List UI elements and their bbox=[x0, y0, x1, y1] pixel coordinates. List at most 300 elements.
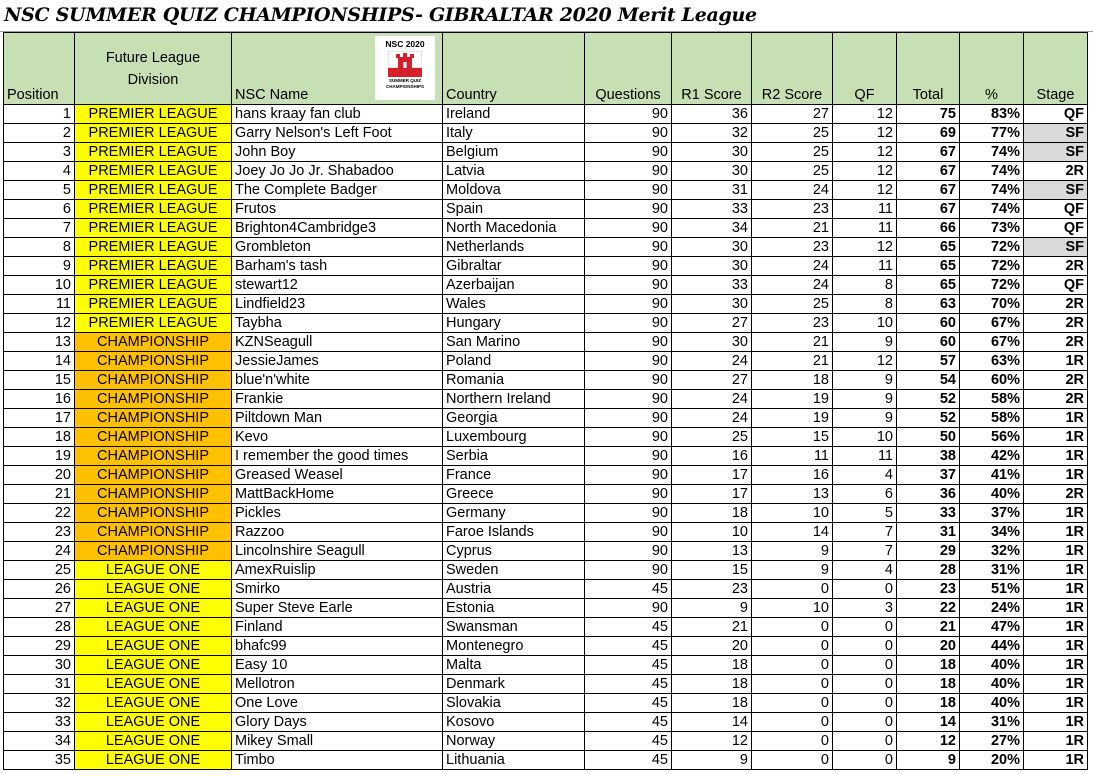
team-name-cell[interactable]: Kevo bbox=[232, 428, 443, 447]
qf-cell[interactable]: 5 bbox=[833, 504, 897, 523]
percent-cell[interactable]: 40% bbox=[960, 694, 1024, 713]
position-cell[interactable]: 33 bbox=[4, 713, 75, 732]
team-name-cell[interactable]: Glory Days bbox=[232, 713, 443, 732]
position-cell[interactable]: 8 bbox=[4, 238, 75, 257]
percent-cell[interactable]: 72% bbox=[960, 276, 1024, 295]
team-name-cell[interactable]: Taybha bbox=[232, 314, 443, 333]
r2-score-cell[interactable]: 10 bbox=[752, 504, 833, 523]
total-cell[interactable]: 60 bbox=[897, 333, 960, 352]
qf-cell[interactable]: 7 bbox=[833, 523, 897, 542]
percent-cell[interactable]: 72% bbox=[960, 238, 1024, 257]
qf-cell[interactable]: 11 bbox=[833, 447, 897, 466]
percent-cell[interactable]: 70% bbox=[960, 295, 1024, 314]
r2-score-cell[interactable]: 24 bbox=[752, 276, 833, 295]
total-cell[interactable]: 9 bbox=[897, 751, 960, 770]
stage-cell[interactable]: 1R bbox=[1024, 428, 1088, 447]
qf-cell[interactable]: 12 bbox=[833, 352, 897, 371]
r2-score-cell[interactable]: 19 bbox=[752, 390, 833, 409]
r1-score-cell[interactable]: 9 bbox=[672, 751, 752, 770]
r2-score-cell[interactable]: 27 bbox=[752, 105, 833, 124]
percent-cell[interactable]: 27% bbox=[960, 732, 1024, 751]
r1-score-cell[interactable]: 24 bbox=[672, 390, 752, 409]
r1-score-cell[interactable]: 30 bbox=[672, 143, 752, 162]
r1-score-cell[interactable]: 10 bbox=[672, 523, 752, 542]
total-cell[interactable]: 18 bbox=[897, 656, 960, 675]
stage-cell[interactable]: 1R bbox=[1024, 561, 1088, 580]
questions-cell[interactable]: 90 bbox=[585, 314, 672, 333]
division-cell[interactable]: CHAMPIONSHIP bbox=[75, 447, 232, 466]
r1-score-cell[interactable]: 30 bbox=[672, 295, 752, 314]
percent-cell[interactable]: 51% bbox=[960, 580, 1024, 599]
division-cell[interactable]: CHAMPIONSHIP bbox=[75, 523, 232, 542]
stage-cell[interactable]: 1R bbox=[1024, 599, 1088, 618]
total-cell[interactable]: 23 bbox=[897, 580, 960, 599]
team-name-cell[interactable]: KZNSeagull bbox=[232, 333, 443, 352]
country-cell[interactable]: North Macedonia bbox=[443, 219, 585, 238]
r1-score-cell[interactable]: 12 bbox=[672, 732, 752, 751]
percent-cell[interactable]: 74% bbox=[960, 181, 1024, 200]
r1-score-cell[interactable]: 17 bbox=[672, 485, 752, 504]
total-cell[interactable]: 63 bbox=[897, 295, 960, 314]
total-cell[interactable]: 67 bbox=[897, 200, 960, 219]
team-name-cell[interactable]: blue'n'white bbox=[232, 371, 443, 390]
total-cell[interactable]: 36 bbox=[897, 485, 960, 504]
team-name-cell[interactable]: Lindfield23 bbox=[232, 295, 443, 314]
team-name-cell[interactable]: Grombleton bbox=[232, 238, 443, 257]
division-cell[interactable]: LEAGUE ONE bbox=[75, 637, 232, 656]
stage-cell[interactable]: 2R bbox=[1024, 485, 1088, 504]
division-cell[interactable]: LEAGUE ONE bbox=[75, 675, 232, 694]
total-cell[interactable]: 31 bbox=[897, 523, 960, 542]
r2-score-cell[interactable]: 0 bbox=[752, 656, 833, 675]
header-qf[interactable]: QF bbox=[833, 33, 897, 105]
qf-cell[interactable]: 8 bbox=[833, 276, 897, 295]
total-cell[interactable]: 65 bbox=[897, 257, 960, 276]
questions-cell[interactable]: 90 bbox=[585, 447, 672, 466]
stage-cell[interactable]: QF bbox=[1024, 219, 1088, 238]
questions-cell[interactable]: 90 bbox=[585, 409, 672, 428]
stage-cell[interactable]: 1R bbox=[1024, 713, 1088, 732]
team-name-cell[interactable]: Joey Jo Jo Jr. Shabadoo bbox=[232, 162, 443, 181]
total-cell[interactable]: 75 bbox=[897, 105, 960, 124]
position-cell[interactable]: 31 bbox=[4, 675, 75, 694]
qf-cell[interactable]: 12 bbox=[833, 143, 897, 162]
position-cell[interactable]: 7 bbox=[4, 219, 75, 238]
country-cell[interactable]: Cyprus bbox=[443, 542, 585, 561]
qf-cell[interactable]: 0 bbox=[833, 618, 897, 637]
position-cell[interactable]: 27 bbox=[4, 599, 75, 618]
division-cell[interactable]: LEAGUE ONE bbox=[75, 580, 232, 599]
r1-score-cell[interactable]: 21 bbox=[672, 618, 752, 637]
r2-score-cell[interactable]: 0 bbox=[752, 713, 833, 732]
total-cell[interactable]: 37 bbox=[897, 466, 960, 485]
country-cell[interactable]: Swansman bbox=[443, 618, 585, 637]
country-cell[interactable]: Georgia bbox=[443, 409, 585, 428]
questions-cell[interactable]: 45 bbox=[585, 618, 672, 637]
qf-cell[interactable]: 11 bbox=[833, 257, 897, 276]
questions-cell[interactable]: 90 bbox=[585, 390, 672, 409]
total-cell[interactable]: 69 bbox=[897, 124, 960, 143]
stage-cell[interactable]: 1R bbox=[1024, 504, 1088, 523]
qf-cell[interactable]: 12 bbox=[833, 181, 897, 200]
total-cell[interactable]: 18 bbox=[897, 694, 960, 713]
division-cell[interactable]: PREMIER LEAGUE bbox=[75, 162, 232, 181]
country-cell[interactable]: Netherlands bbox=[443, 238, 585, 257]
team-name-cell[interactable]: Mikey Small bbox=[232, 732, 443, 751]
questions-cell[interactable]: 90 bbox=[585, 542, 672, 561]
position-cell[interactable]: 28 bbox=[4, 618, 75, 637]
division-cell[interactable]: LEAGUE ONE bbox=[75, 561, 232, 580]
total-cell[interactable]: 54 bbox=[897, 371, 960, 390]
position-cell[interactable]: 2 bbox=[4, 124, 75, 143]
country-cell[interactable]: Romania bbox=[443, 371, 585, 390]
qf-cell[interactable]: 7 bbox=[833, 542, 897, 561]
percent-cell[interactable]: 72% bbox=[960, 257, 1024, 276]
position-cell[interactable]: 26 bbox=[4, 580, 75, 599]
r2-score-cell[interactable]: 13 bbox=[752, 485, 833, 504]
total-cell[interactable]: 20 bbox=[897, 637, 960, 656]
position-cell[interactable]: 16 bbox=[4, 390, 75, 409]
questions-cell[interactable]: 90 bbox=[585, 200, 672, 219]
r2-score-cell[interactable]: 0 bbox=[752, 580, 833, 599]
questions-cell[interactable]: 90 bbox=[585, 523, 672, 542]
qf-cell[interactable]: 0 bbox=[833, 694, 897, 713]
total-cell[interactable]: 67 bbox=[897, 143, 960, 162]
country-cell[interactable]: Serbia bbox=[443, 447, 585, 466]
division-cell[interactable]: LEAGUE ONE bbox=[75, 599, 232, 618]
position-cell[interactable]: 10 bbox=[4, 276, 75, 295]
stage-cell[interactable]: 1R bbox=[1024, 523, 1088, 542]
qf-cell[interactable]: 12 bbox=[833, 238, 897, 257]
stage-cell[interactable]: QF bbox=[1024, 276, 1088, 295]
questions-cell[interactable]: 90 bbox=[585, 333, 672, 352]
country-cell[interactable]: Greece bbox=[443, 485, 585, 504]
team-name-cell[interactable]: stewart12 bbox=[232, 276, 443, 295]
team-name-cell[interactable]: Finland bbox=[232, 618, 443, 637]
r2-score-cell[interactable]: 19 bbox=[752, 409, 833, 428]
r2-score-cell[interactable]: 25 bbox=[752, 162, 833, 181]
questions-cell[interactable]: 90 bbox=[585, 181, 672, 200]
questions-cell[interactable]: 90 bbox=[585, 124, 672, 143]
r2-score-cell[interactable]: 0 bbox=[752, 694, 833, 713]
percent-cell[interactable]: 83% bbox=[960, 105, 1024, 124]
total-cell[interactable]: 12 bbox=[897, 732, 960, 751]
qf-cell[interactable]: 9 bbox=[833, 371, 897, 390]
questions-cell[interactable]: 90 bbox=[585, 105, 672, 124]
division-cell[interactable]: PREMIER LEAGUE bbox=[75, 276, 232, 295]
team-name-cell[interactable]: bhafc99 bbox=[232, 637, 443, 656]
stage-cell[interactable]: SF bbox=[1024, 238, 1088, 257]
qf-cell[interactable]: 6 bbox=[833, 485, 897, 504]
percent-cell[interactable]: 58% bbox=[960, 409, 1024, 428]
r1-score-cell[interactable]: 16 bbox=[672, 447, 752, 466]
position-cell[interactable]: 14 bbox=[4, 352, 75, 371]
qf-cell[interactable]: 0 bbox=[833, 713, 897, 732]
questions-cell[interactable]: 90 bbox=[585, 561, 672, 580]
percent-cell[interactable]: 31% bbox=[960, 713, 1024, 732]
percent-cell[interactable]: 40% bbox=[960, 485, 1024, 504]
stage-cell[interactable]: 2R bbox=[1024, 390, 1088, 409]
country-cell[interactable]: Belgium bbox=[443, 143, 585, 162]
percent-cell[interactable]: 20% bbox=[960, 751, 1024, 770]
r1-score-cell[interactable]: 9 bbox=[672, 599, 752, 618]
position-cell[interactable]: 9 bbox=[4, 257, 75, 276]
position-cell[interactable]: 4 bbox=[4, 162, 75, 181]
questions-cell[interactable]: 90 bbox=[585, 238, 672, 257]
r2-score-cell[interactable]: 23 bbox=[752, 238, 833, 257]
percent-cell[interactable]: 58% bbox=[960, 390, 1024, 409]
stage-cell[interactable]: 1R bbox=[1024, 732, 1088, 751]
qf-cell[interactable]: 9 bbox=[833, 390, 897, 409]
percent-cell[interactable]: 32% bbox=[960, 542, 1024, 561]
stage-cell[interactable]: 1R bbox=[1024, 637, 1088, 656]
division-cell[interactable]: PREMIER LEAGUE bbox=[75, 257, 232, 276]
division-cell[interactable]: LEAGUE ONE bbox=[75, 618, 232, 637]
total-cell[interactable]: 65 bbox=[897, 238, 960, 257]
qf-cell[interactable]: 8 bbox=[833, 295, 897, 314]
r2-score-cell[interactable]: 24 bbox=[752, 257, 833, 276]
division-cell[interactable]: CHAMPIONSHIP bbox=[75, 333, 232, 352]
r2-score-cell[interactable]: 21 bbox=[752, 219, 833, 238]
r1-score-cell[interactable]: 32 bbox=[672, 124, 752, 143]
header-percent[interactable]: % bbox=[960, 33, 1024, 105]
r2-score-cell[interactable]: 10 bbox=[752, 599, 833, 618]
division-cell[interactable]: PREMIER LEAGUE bbox=[75, 314, 232, 333]
division-cell[interactable]: PREMIER LEAGUE bbox=[75, 295, 232, 314]
division-cell[interactable]: LEAGUE ONE bbox=[75, 732, 232, 751]
qf-cell[interactable]: 0 bbox=[833, 675, 897, 694]
questions-cell[interactable]: 90 bbox=[585, 504, 672, 523]
questions-cell[interactable]: 90 bbox=[585, 162, 672, 181]
percent-cell[interactable]: 37% bbox=[960, 504, 1024, 523]
position-cell[interactable]: 21 bbox=[4, 485, 75, 504]
r1-score-cell[interactable]: 34 bbox=[672, 219, 752, 238]
position-cell[interactable]: 35 bbox=[4, 751, 75, 770]
qf-cell[interactable]: 0 bbox=[833, 751, 897, 770]
r2-score-cell[interactable]: 25 bbox=[752, 124, 833, 143]
division-cell[interactable]: PREMIER LEAGUE bbox=[75, 219, 232, 238]
qf-cell[interactable]: 12 bbox=[833, 162, 897, 181]
qf-cell[interactable]: 11 bbox=[833, 219, 897, 238]
stage-cell[interactable]: 1R bbox=[1024, 352, 1088, 371]
team-name-cell[interactable]: AmexRuislip bbox=[232, 561, 443, 580]
total-cell[interactable]: 52 bbox=[897, 409, 960, 428]
percent-cell[interactable]: 56% bbox=[960, 428, 1024, 447]
qf-cell[interactable]: 12 bbox=[833, 124, 897, 143]
percent-cell[interactable]: 47% bbox=[960, 618, 1024, 637]
questions-cell[interactable]: 45 bbox=[585, 675, 672, 694]
qf-cell[interactable]: 0 bbox=[833, 637, 897, 656]
stage-cell[interactable]: 2R bbox=[1024, 295, 1088, 314]
qf-cell[interactable]: 4 bbox=[833, 466, 897, 485]
questions-cell[interactable]: 90 bbox=[585, 466, 672, 485]
division-cell[interactable]: CHAMPIONSHIP bbox=[75, 428, 232, 447]
position-cell[interactable]: 12 bbox=[4, 314, 75, 333]
percent-cell[interactable]: 63% bbox=[960, 352, 1024, 371]
stage-cell[interactable]: QF bbox=[1024, 200, 1088, 219]
r2-score-cell[interactable]: 18 bbox=[752, 371, 833, 390]
total-cell[interactable]: 28 bbox=[897, 561, 960, 580]
position-cell[interactable]: 32 bbox=[4, 694, 75, 713]
country-cell[interactable]: Wales bbox=[443, 295, 585, 314]
percent-cell[interactable]: 42% bbox=[960, 447, 1024, 466]
position-cell[interactable]: 20 bbox=[4, 466, 75, 485]
questions-cell[interactable]: 45 bbox=[585, 656, 672, 675]
r2-score-cell[interactable]: 25 bbox=[752, 143, 833, 162]
team-name-cell[interactable]: Greased Weasel bbox=[232, 466, 443, 485]
stage-cell[interactable]: QF bbox=[1024, 105, 1088, 124]
position-cell[interactable]: 6 bbox=[4, 200, 75, 219]
team-name-cell[interactable]: Piltdown Man bbox=[232, 409, 443, 428]
r2-score-cell[interactable]: 0 bbox=[752, 618, 833, 637]
total-cell[interactable]: 65 bbox=[897, 276, 960, 295]
r1-score-cell[interactable]: 25 bbox=[672, 428, 752, 447]
r2-score-cell[interactable]: 23 bbox=[752, 314, 833, 333]
country-cell[interactable]: Sweden bbox=[443, 561, 585, 580]
percent-cell[interactable]: 60% bbox=[960, 371, 1024, 390]
percent-cell[interactable]: 44% bbox=[960, 637, 1024, 656]
country-cell[interactable]: Estonia bbox=[443, 599, 585, 618]
division-cell[interactable]: LEAGUE ONE bbox=[75, 656, 232, 675]
team-name-cell[interactable]: Barham's tash bbox=[232, 257, 443, 276]
r2-score-cell[interactable]: 24 bbox=[752, 181, 833, 200]
division-cell[interactable]: CHAMPIONSHIP bbox=[75, 466, 232, 485]
questions-cell[interactable]: 45 bbox=[585, 732, 672, 751]
total-cell[interactable]: 33 bbox=[897, 504, 960, 523]
total-cell[interactable]: 66 bbox=[897, 219, 960, 238]
stage-cell[interactable]: 2R bbox=[1024, 371, 1088, 390]
team-name-cell[interactable]: Timbo bbox=[232, 751, 443, 770]
total-cell[interactable]: 38 bbox=[897, 447, 960, 466]
questions-cell[interactable]: 45 bbox=[585, 713, 672, 732]
total-cell[interactable]: 67 bbox=[897, 181, 960, 200]
r1-score-cell[interactable]: 18 bbox=[672, 694, 752, 713]
team-name-cell[interactable]: Garry Nelson's Left Foot bbox=[232, 124, 443, 143]
position-cell[interactable]: 3 bbox=[4, 143, 75, 162]
total-cell[interactable]: 50 bbox=[897, 428, 960, 447]
division-cell[interactable]: LEAGUE ONE bbox=[75, 751, 232, 770]
country-cell[interactable]: Spain bbox=[443, 200, 585, 219]
country-cell[interactable]: France bbox=[443, 466, 585, 485]
country-cell[interactable]: Denmark bbox=[443, 675, 585, 694]
country-cell[interactable]: Azerbaijan bbox=[443, 276, 585, 295]
total-cell[interactable]: 29 bbox=[897, 542, 960, 561]
r1-score-cell[interactable]: 27 bbox=[672, 314, 752, 333]
position-cell[interactable]: 19 bbox=[4, 447, 75, 466]
percent-cell[interactable]: 31% bbox=[960, 561, 1024, 580]
percent-cell[interactable]: 40% bbox=[960, 656, 1024, 675]
team-name-cell[interactable]: Pickles bbox=[232, 504, 443, 523]
division-cell[interactable]: CHAMPIONSHIP bbox=[75, 371, 232, 390]
r1-score-cell[interactable]: 33 bbox=[672, 200, 752, 219]
position-cell[interactable]: 30 bbox=[4, 656, 75, 675]
country-cell[interactable]: Ireland bbox=[443, 105, 585, 124]
team-name-cell[interactable]: Smirko bbox=[232, 580, 443, 599]
division-cell[interactable]: PREMIER LEAGUE bbox=[75, 124, 232, 143]
r1-score-cell[interactable]: 20 bbox=[672, 637, 752, 656]
percent-cell[interactable]: 24% bbox=[960, 599, 1024, 618]
percent-cell[interactable]: 41% bbox=[960, 466, 1024, 485]
position-cell[interactable]: 11 bbox=[4, 295, 75, 314]
r1-score-cell[interactable]: 30 bbox=[672, 257, 752, 276]
position-cell[interactable]: 23 bbox=[4, 523, 75, 542]
r2-score-cell[interactable]: 11 bbox=[752, 447, 833, 466]
questions-cell[interactable]: 45 bbox=[585, 580, 672, 599]
country-cell[interactable]: Austria bbox=[443, 580, 585, 599]
division-cell[interactable]: PREMIER LEAGUE bbox=[75, 181, 232, 200]
country-cell[interactable]: Poland bbox=[443, 352, 585, 371]
qf-cell[interactable]: 9 bbox=[833, 409, 897, 428]
team-name-cell[interactable]: JessieJames bbox=[232, 352, 443, 371]
team-name-cell[interactable]: Frankie bbox=[232, 390, 443, 409]
questions-cell[interactable]: 90 bbox=[585, 599, 672, 618]
r2-score-cell[interactable]: 9 bbox=[752, 561, 833, 580]
r1-score-cell[interactable]: 30 bbox=[672, 162, 752, 181]
position-cell[interactable]: 29 bbox=[4, 637, 75, 656]
r1-score-cell[interactable]: 13 bbox=[672, 542, 752, 561]
stage-cell[interactable]: 2R bbox=[1024, 162, 1088, 181]
team-name-cell[interactable]: MattBackHome bbox=[232, 485, 443, 504]
qf-cell[interactable]: 12 bbox=[833, 105, 897, 124]
position-cell[interactable]: 17 bbox=[4, 409, 75, 428]
r1-score-cell[interactable]: 23 bbox=[672, 580, 752, 599]
qf-cell[interactable]: 3 bbox=[833, 599, 897, 618]
stage-cell[interactable]: 1R bbox=[1024, 466, 1088, 485]
header-name[interactable] bbox=[232, 33, 443, 105]
division-cell[interactable]: CHAMPIONSHIP bbox=[75, 390, 232, 409]
team-name-cell[interactable]: The Complete Badger bbox=[232, 181, 443, 200]
position-cell[interactable]: 5 bbox=[4, 181, 75, 200]
r2-score-cell[interactable]: 0 bbox=[752, 675, 833, 694]
r1-score-cell[interactable]: 30 bbox=[672, 333, 752, 352]
position-cell[interactable]: 18 bbox=[4, 428, 75, 447]
country-cell[interactable]: Slovakia bbox=[443, 694, 585, 713]
stage-cell[interactable]: 1R bbox=[1024, 618, 1088, 637]
division-cell[interactable]: LEAGUE ONE bbox=[75, 694, 232, 713]
questions-cell[interactable]: 90 bbox=[585, 143, 672, 162]
r2-score-cell[interactable]: 23 bbox=[752, 200, 833, 219]
division-cell[interactable]: LEAGUE ONE bbox=[75, 713, 232, 732]
team-name-cell[interactable]: hans kraay fan club bbox=[232, 105, 443, 124]
r2-score-cell[interactable]: 15 bbox=[752, 428, 833, 447]
position-cell[interactable]: 13 bbox=[4, 333, 75, 352]
r1-score-cell[interactable]: 14 bbox=[672, 713, 752, 732]
stage-cell[interactable]: 2R bbox=[1024, 314, 1088, 333]
qf-cell[interactable]: 11 bbox=[833, 200, 897, 219]
country-cell[interactable]: Malta bbox=[443, 656, 585, 675]
header-position[interactable]: Position bbox=[4, 33, 75, 105]
stage-cell[interactable]: 1R bbox=[1024, 580, 1088, 599]
division-cell[interactable]: PREMIER LEAGUE bbox=[75, 200, 232, 219]
stage-cell[interactable]: 1R bbox=[1024, 656, 1088, 675]
country-cell[interactable]: San Marino bbox=[443, 333, 585, 352]
team-name-cell[interactable]: Lincolnshire Seagull bbox=[232, 542, 443, 561]
questions-cell[interactable]: 90 bbox=[585, 295, 672, 314]
stage-cell[interactable]: 1R bbox=[1024, 675, 1088, 694]
header-country[interactable]: Country bbox=[443, 33, 585, 105]
r2-score-cell[interactable]: 21 bbox=[752, 352, 833, 371]
percent-cell[interactable]: 74% bbox=[960, 162, 1024, 181]
qf-cell[interactable]: 0 bbox=[833, 580, 897, 599]
division-cell[interactable]: PREMIER LEAGUE bbox=[75, 143, 232, 162]
team-name-cell[interactable]: Super Steve Earle bbox=[232, 599, 443, 618]
header-stage[interactable]: Stage bbox=[1024, 33, 1088, 105]
country-cell[interactable]: Moldova bbox=[443, 181, 585, 200]
questions-cell[interactable]: 45 bbox=[585, 751, 672, 770]
stage-cell[interactable]: 1R bbox=[1024, 409, 1088, 428]
questions-cell[interactable]: 90 bbox=[585, 428, 672, 447]
division-cell[interactable]: CHAMPIONSHIP bbox=[75, 352, 232, 371]
